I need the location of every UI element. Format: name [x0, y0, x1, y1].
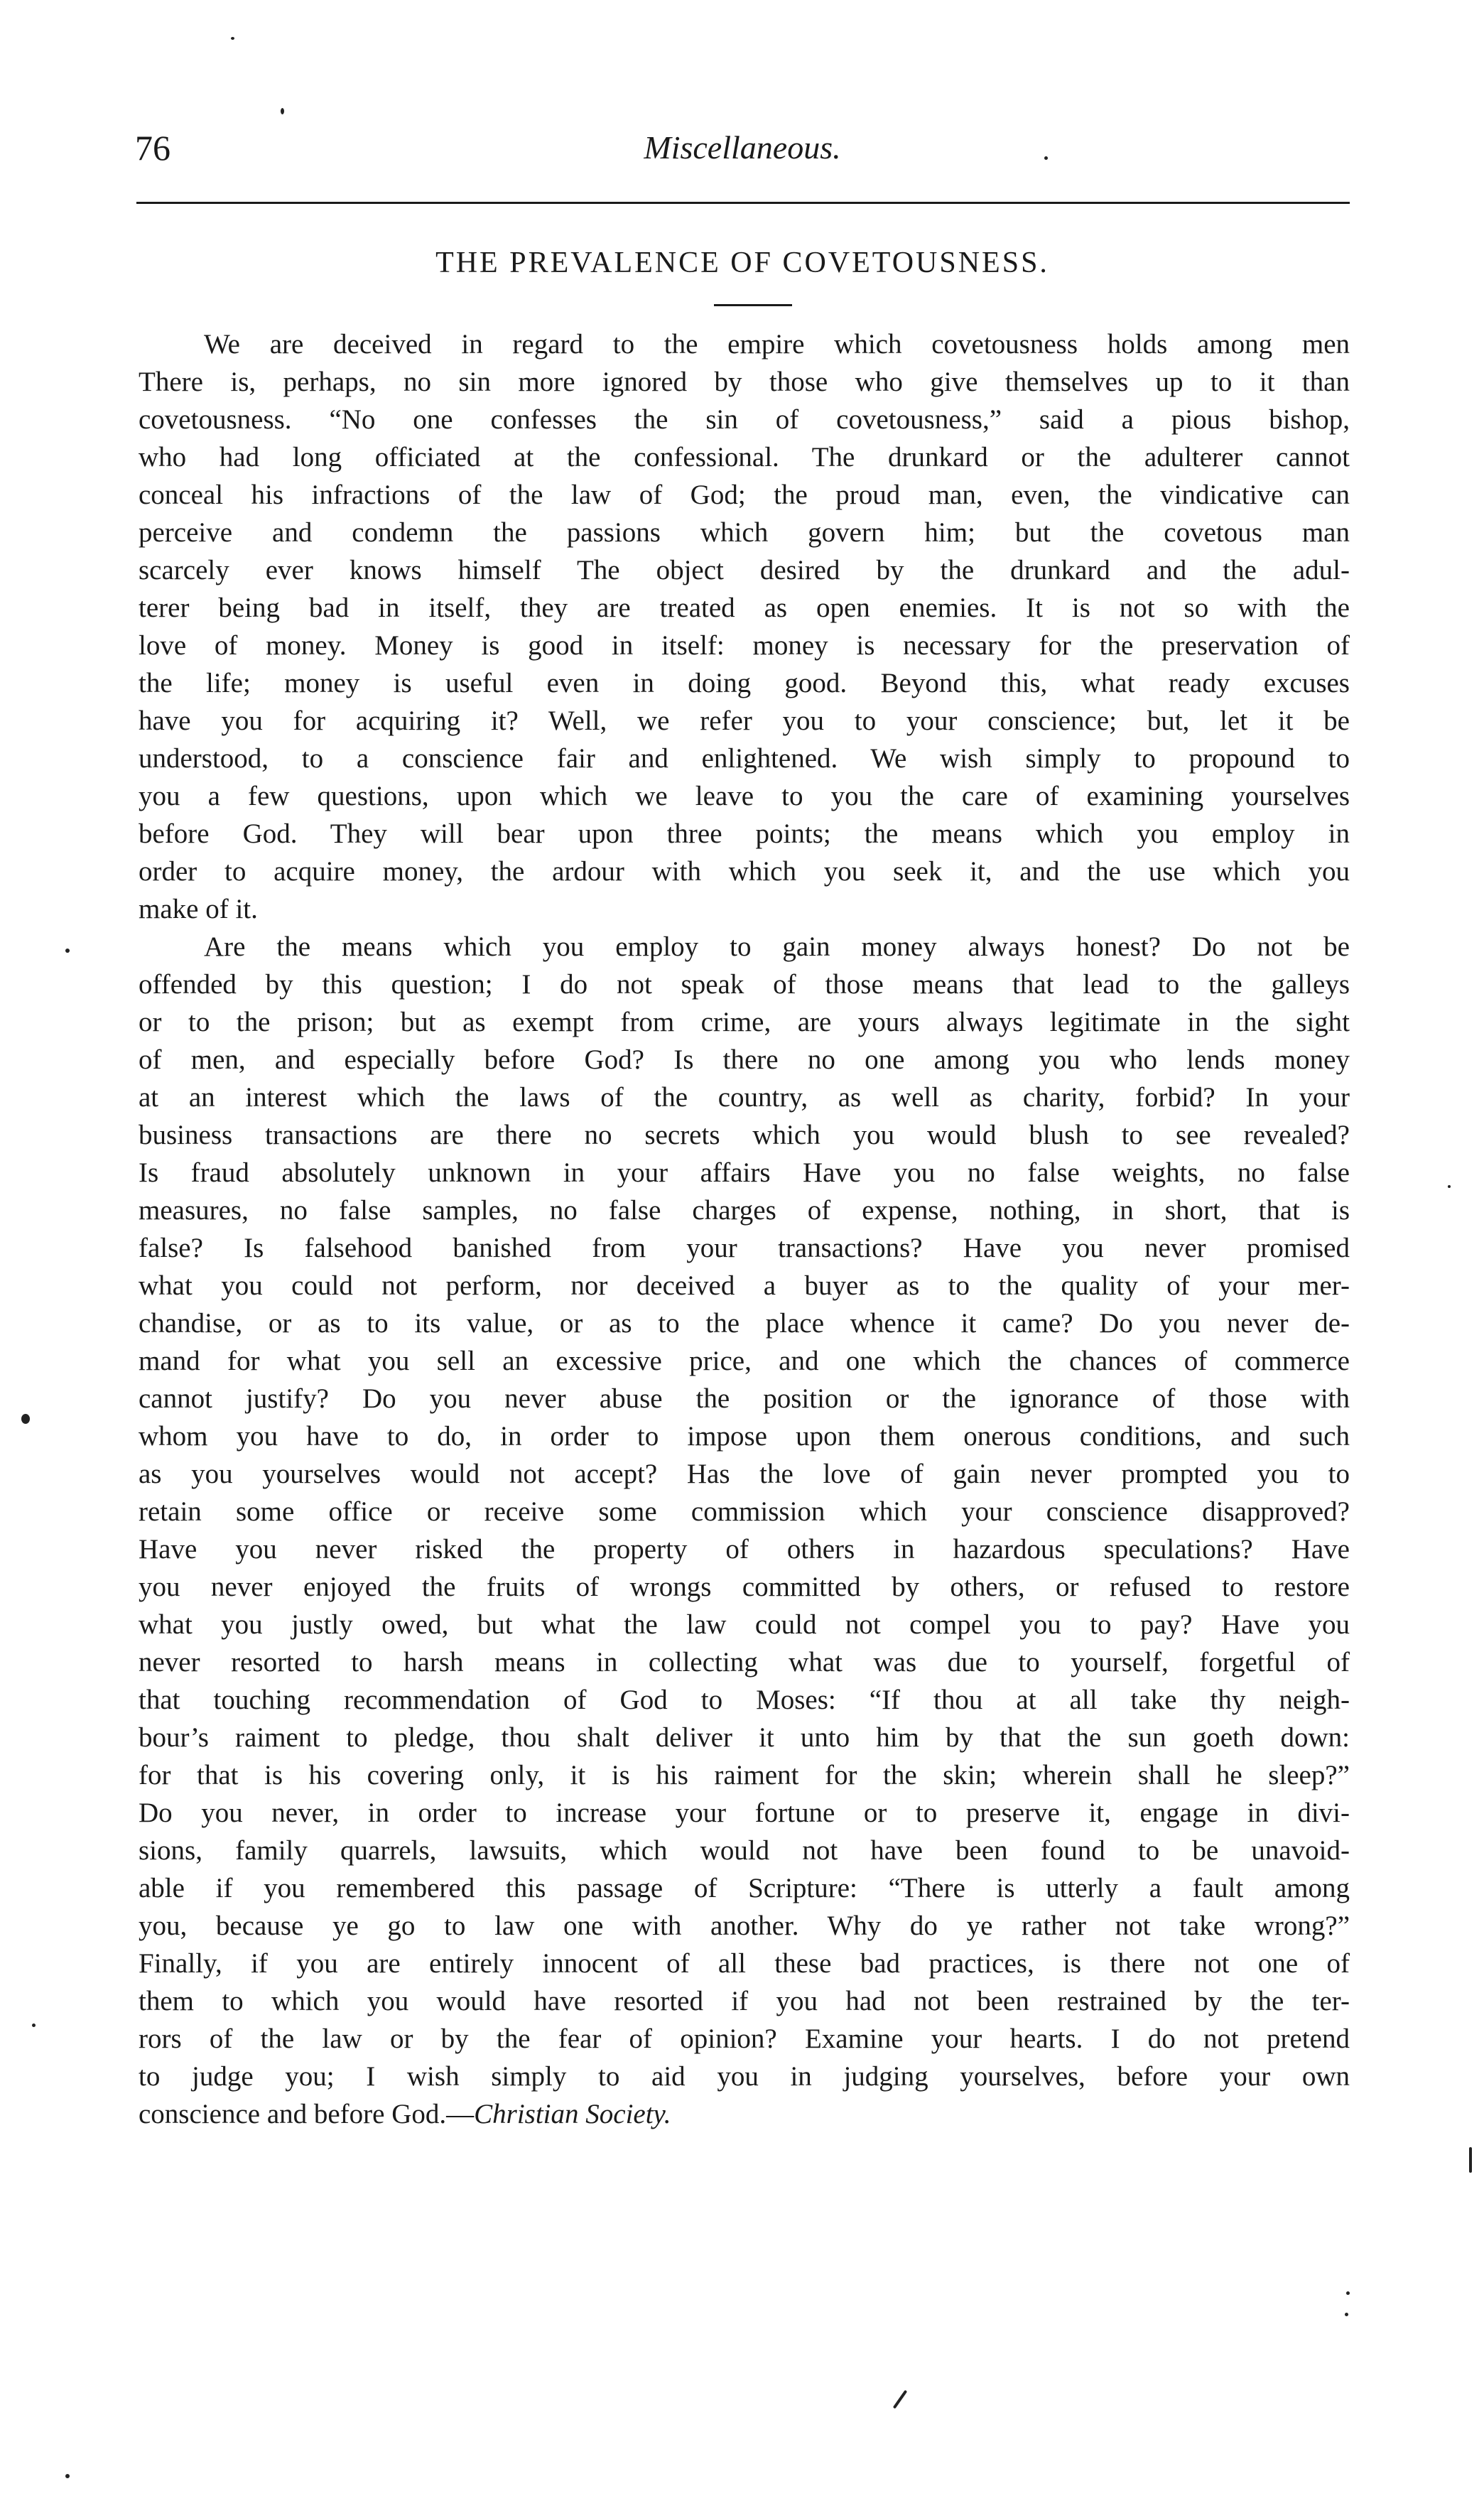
line-text: There is, perhaps, no sin more ignored by those who give themselves up to it than: [139, 367, 1350, 397]
section-name: Miscellaneous.: [644, 129, 841, 166]
article-body: [139, 325, 1350, 2133]
text-line: [139, 2020, 1350, 2058]
scan-speck: [1346, 2291, 1350, 2295]
text-line: [139, 1380, 1350, 1417]
line-text: understood, to a conscience fair and enlightened. We wish simply to propound to: [139, 743, 1350, 774]
line-text: or to the prison; but as exempt from crime, are yours always legitimate in the sight: [139, 1007, 1350, 1037]
line-text: of men, and especially before God? Is there no one among you who lends money: [139, 1044, 1350, 1075]
scan-speck: [65, 949, 70, 953]
text-line: [139, 1455, 1350, 1493]
line-text: conscience and before God.—: [139, 2099, 475, 2129]
text-line: [139, 2058, 1350, 2095]
line-text: Are the means which you employ to gain money always honest? Do not be: [204, 931, 1350, 962]
scan-speck: [1345, 2313, 1348, 2316]
line-text: Do you never, in order to increase your fortune or to preserve it, engage in divi-: [139, 1798, 1350, 1828]
line-text: Have you never risked the property of others in hazardous speculations? Have: [139, 1534, 1350, 1565]
line-text: for that is his covering only, it is his raiment for the skin; wherein shall he sleep?”: [139, 1760, 1350, 1790]
text-line: [139, 1116, 1350, 1154]
line-text: conceal his infractions of the law of God; the proud man, even, the vindicative can: [139, 480, 1350, 510]
scan-speck: [21, 1414, 30, 1424]
text-line: [139, 702, 1350, 740]
line-text: who had long officiated at the confessional. The drunkard or the adulterer cannot: [139, 442, 1350, 472]
line-text: covetousness. “No one confesses the sin of covetousness,” said a pious bishop,: [139, 404, 1350, 435]
line-text: have you for acquiring it? Well, we refer you to your conscience; but, let it be: [139, 706, 1350, 736]
text-line: [139, 1154, 1350, 1192]
line-text: perceive and condemn the passions which govern him; but the covetous man: [139, 517, 1350, 548]
text-line: [139, 777, 1350, 815]
line-text: terer being bad in itself, they are treated as open enemies. It is not so with the: [139, 593, 1350, 623]
article-title: THE PREVALENCE OF COVETOUSNESS.: [435, 247, 1049, 279]
text-line: [139, 1267, 1350, 1304]
text-line: [139, 589, 1350, 627]
line-text: that touching recommendation of God to Moses: “If thou at all take thy neigh-: [139, 1685, 1350, 1715]
line-text: never resorted to harsh means in collecting what was due to yourself, forgetful of: [139, 1647, 1350, 1677]
line-text: measures, no false samples, no false charges of expense, nothing, in short, that is: [139, 1195, 1350, 1226]
line-text: business transactions are there no secrets which you would blush to see revealed?: [139, 1120, 1350, 1150]
text-line: [139, 815, 1350, 853]
line-text: them to which you would have resorted if you had not been restrained by the ter-: [139, 1986, 1350, 2016]
text-line: [139, 1342, 1350, 1380]
text-line: [139, 363, 1350, 401]
text-line: [139, 476, 1350, 514]
line-text: Is fraud absolutely unknown in your affairs Have you no false weights, no false: [139, 1157, 1350, 1188]
text-line: [139, 1681, 1350, 1719]
text-line: [139, 1229, 1350, 1267]
text-line: [139, 1832, 1350, 1869]
text-line: [139, 627, 1350, 664]
line-text: bour’s raiment to pledge, thou shalt deliver it unto him by that the sun goeth down:: [139, 1722, 1350, 1753]
line-text: before God. They will bear upon three points; the means which you employ in: [139, 819, 1350, 849]
line-text: you, because ye go to law one with another. Why do ye rather not take wrong?”: [139, 1911, 1350, 1941]
line-text: cannot justify? Do you never abuse the position or the ignorance of those with: [139, 1383, 1350, 1414]
running-head: [135, 126, 1350, 176]
text-line: [139, 1003, 1350, 1041]
text-line: [139, 928, 1350, 966]
text-line: [139, 1794, 1350, 1832]
text-line: [139, 1643, 1350, 1681]
line-text: you never enjoyed the fruits of wrongs committed by others, or refused to restore: [139, 1572, 1350, 1602]
line-text: what you could not perform, nor deceived a buyer as to the quality of your mer-: [139, 1270, 1350, 1301]
line-text: offended by this question; I do not speak of those means that lead to the galleys: [139, 969, 1350, 1000]
text-line: [139, 664, 1350, 702]
scan-speck: [231, 37, 234, 40]
line-text: what you justly owed, but what the law could not compel you to pay? Have you: [139, 1609, 1350, 1640]
scan-speck: [32, 2024, 36, 2027]
header-rule: [136, 202, 1350, 204]
text-line: [139, 1041, 1350, 1079]
text-line: [139, 966, 1350, 1003]
text-line: [139, 740, 1350, 777]
line-text: rors of the law or by the fear of opinion? Examine your hearts. I do not pretend: [139, 2024, 1350, 2054]
text-line: [139, 1606, 1350, 1643]
text-line: [139, 1417, 1350, 1455]
text-line: [139, 1192, 1350, 1229]
title-rule: [714, 304, 792, 306]
source-credit: Christian Society.: [474, 2099, 671, 2129]
text-line: [139, 401, 1350, 438]
text-line: [139, 1568, 1350, 1606]
line-text: order to acquire money, the ardour with which you seek it, and the use which you: [139, 856, 1350, 887]
scan-speck: [893, 2390, 907, 2409]
line-text: Finally, if you are entirely innocent of all these bad practices, is there not one of: [139, 1948, 1350, 1979]
scan-speck: [281, 108, 284, 114]
scan-speck: [1448, 1185, 1451, 1188]
text-line: [139, 438, 1350, 476]
text-line: [139, 325, 1350, 363]
text-line: [139, 514, 1350, 551]
line-text: scarcely ever knows himself The object desired by the drunkard and the adul-: [139, 555, 1350, 585]
scan-speck: [1469, 2147, 1472, 2173]
text-line: [139, 1304, 1350, 1342]
line-text: mand for what you sell an excessive price, and one which the chances of commerce: [139, 1346, 1350, 1376]
line-text: retain some office or receive some commission which your conscience disapproved?: [139, 1496, 1350, 1527]
line-text: the life; money is useful even in doing good. Beyond this, what ready excuses: [139, 668, 1350, 698]
line-text: you a few questions, upon which we leave to you the care of examining yourselves: [139, 781, 1350, 811]
text-line: [139, 890, 1350, 928]
line-text: chandise, or as to its value, or as to the place whence it came? Do you never de-: [139, 1308, 1350, 1339]
text-line: [139, 551, 1350, 589]
line-text: whom you have to do, in order to impose upon them onerous conditions, and such: [139, 1421, 1350, 1452]
line-text: as you yourselves would not accept? Has the love of gain never prompted you to: [139, 1459, 1350, 1489]
text-line: [139, 1079, 1350, 1116]
line-text: to judge you; I wish simply to aid you in judging yourselves, before your own: [139, 2061, 1350, 2092]
scan-speck: [65, 2474, 70, 2478]
text-line: [139, 1982, 1350, 2020]
text-line: [139, 1719, 1350, 1756]
line-text: make of it.: [139, 894, 258, 924]
line-text: We are deceived in regard to the empire which covetousness holds among men: [204, 329, 1350, 360]
text-line: [139, 1493, 1350, 1530]
text-line: [139, 1907, 1350, 1945]
line-text: at an interest which the laws of the country, as well as charity, forbid? In your: [139, 1082, 1350, 1113]
page-number: 76: [135, 128, 170, 168]
text-line: [139, 853, 1350, 890]
text-line: [139, 1869, 1350, 1907]
text-line: [139, 2095, 1350, 2133]
scan-speck: [1044, 156, 1048, 160]
line-text: love of money. Money is good in itself: money is necessary for the preservation of: [139, 630, 1350, 661]
line-text: sions, family quarrels, lawsuits, which would not have been found to be unavoid-: [139, 1835, 1350, 1866]
text-line: [139, 1530, 1350, 1568]
line-text: able if you remembered this passage of Scripture: “There is utterly a fault among: [139, 1873, 1350, 1903]
text-line: [139, 1945, 1350, 1982]
text-line: [139, 1756, 1350, 1794]
line-text: false? Is falsehood banished from your transactions? Have you never promised: [139, 1233, 1350, 1263]
